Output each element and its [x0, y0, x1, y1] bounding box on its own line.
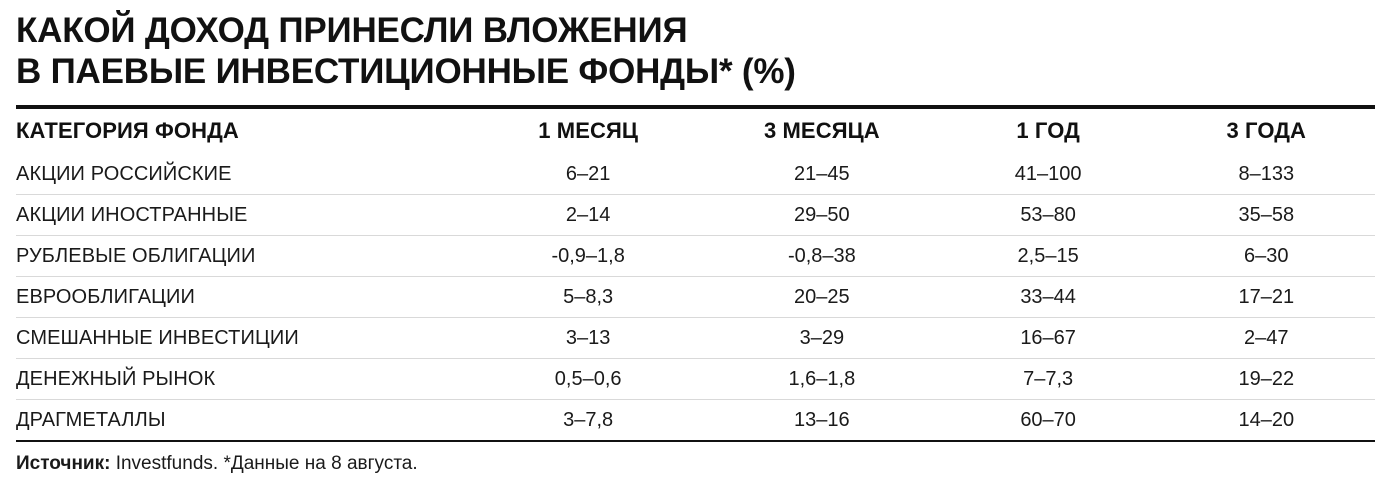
row-value-3-years: 19–22 [1158, 358, 1375, 399]
column-header-category: КАТЕГОРИЯ ФОНДА [16, 117, 239, 143]
row-value-1-month: 0,5–0,6 [471, 358, 705, 399]
table-row [16, 317, 1375, 358]
row-category: ДЕНЕЖНЫЙ РЫНОК [16, 358, 471, 399]
page-title-line-2: В ПАЕВЫЕ ИНВЕСТИЦИОННЫЕ ФОНДЫ* (%) [16, 52, 796, 92]
row-value-1-year: 53–80 [939, 194, 1158, 235]
row-value-3-months: 13–16 [705, 399, 939, 440]
row-value-3-years: 2–47 [1158, 317, 1375, 358]
row-value-1-year: 7–7,3 [939, 358, 1158, 399]
row-category: ДРАГМЕТАЛЛЫ [16, 399, 471, 440]
table-header-row [16, 109, 1375, 154]
row-value-1-month: -0,9–1,8 [471, 235, 705, 276]
row-category: АКЦИИ ИНОСТРАННЫЕ [16, 194, 471, 235]
row-value-3-years: 35–58 [1158, 194, 1375, 235]
row-value-3-months: 29–50 [705, 194, 939, 235]
table-header [16, 109, 1375, 154]
row-value-3-months: 1,6–1,8 [705, 358, 939, 399]
row-value-1-month: 3–7,8 [471, 399, 705, 440]
row-value-1-year: 33–44 [939, 276, 1158, 317]
table-row [16, 194, 1375, 235]
row-category: СМЕШАННЫЕ ИНВЕСТИЦИИ [16, 317, 471, 358]
row-value-3-years: 14–20 [1158, 399, 1375, 440]
column-header-3-years: 3 ГОДА [1226, 117, 1307, 143]
source-note [16, 442, 1375, 475]
row-category: ЕВРООБЛИГАЦИИ [16, 276, 471, 317]
row-value-3-years: 17–21 [1158, 276, 1375, 317]
source-label: Источник: [16, 452, 111, 474]
table-row [16, 358, 1375, 399]
row-value-3-years: 8–133 [1238, 162, 1295, 185]
column-header-3-months: 3 МЕСЯЦА [763, 117, 880, 143]
row-category: АКЦИИ РОССИЙСКИЕ [16, 162, 232, 185]
table-row [16, 276, 1375, 317]
table-row [16, 399, 1375, 440]
row-value-1-year: 60–70 [939, 399, 1158, 440]
row-value-3-months: 20–25 [705, 276, 939, 317]
row-value-1-month: 6–21 [565, 162, 611, 185]
row-value-1-year: 41–100 [1014, 162, 1082, 185]
row-value-1-month: 5–8,3 [471, 276, 705, 317]
table-row [16, 235, 1375, 276]
table-body [16, 154, 1375, 440]
row-value-3-months: 3–29 [705, 317, 939, 358]
column-header-1-year: 1 ГОД [1016, 117, 1080, 143]
row-value-1-year: 16–67 [939, 317, 1158, 358]
row-value-1-month: 2–14 [471, 194, 705, 235]
row-value-3-months: 21–45 [794, 162, 850, 185]
row-value-3-months: -0,8–38 [705, 235, 939, 276]
row-value-1-year: 2,5–15 [939, 235, 1158, 276]
table-row [16, 154, 1375, 195]
row-value-3-years: 6–30 [1158, 235, 1375, 276]
page-title-line-1: КАКОЙ ДОХОД ПРИНЕСЛИ ВЛОЖЕНИЯ [16, 11, 688, 50]
fund-returns-table [16, 109, 1375, 440]
source-text: Investfunds. *Данные на 8 августа. [110, 452, 418, 474]
row-category: РУБЛЕВЫЕ ОБЛИГАЦИИ [16, 235, 471, 276]
column-header-1-month: 1 МЕСЯЦ [538, 117, 639, 143]
page-title [16, 0, 1375, 93]
row-value-1-month: 3–13 [471, 317, 705, 358]
